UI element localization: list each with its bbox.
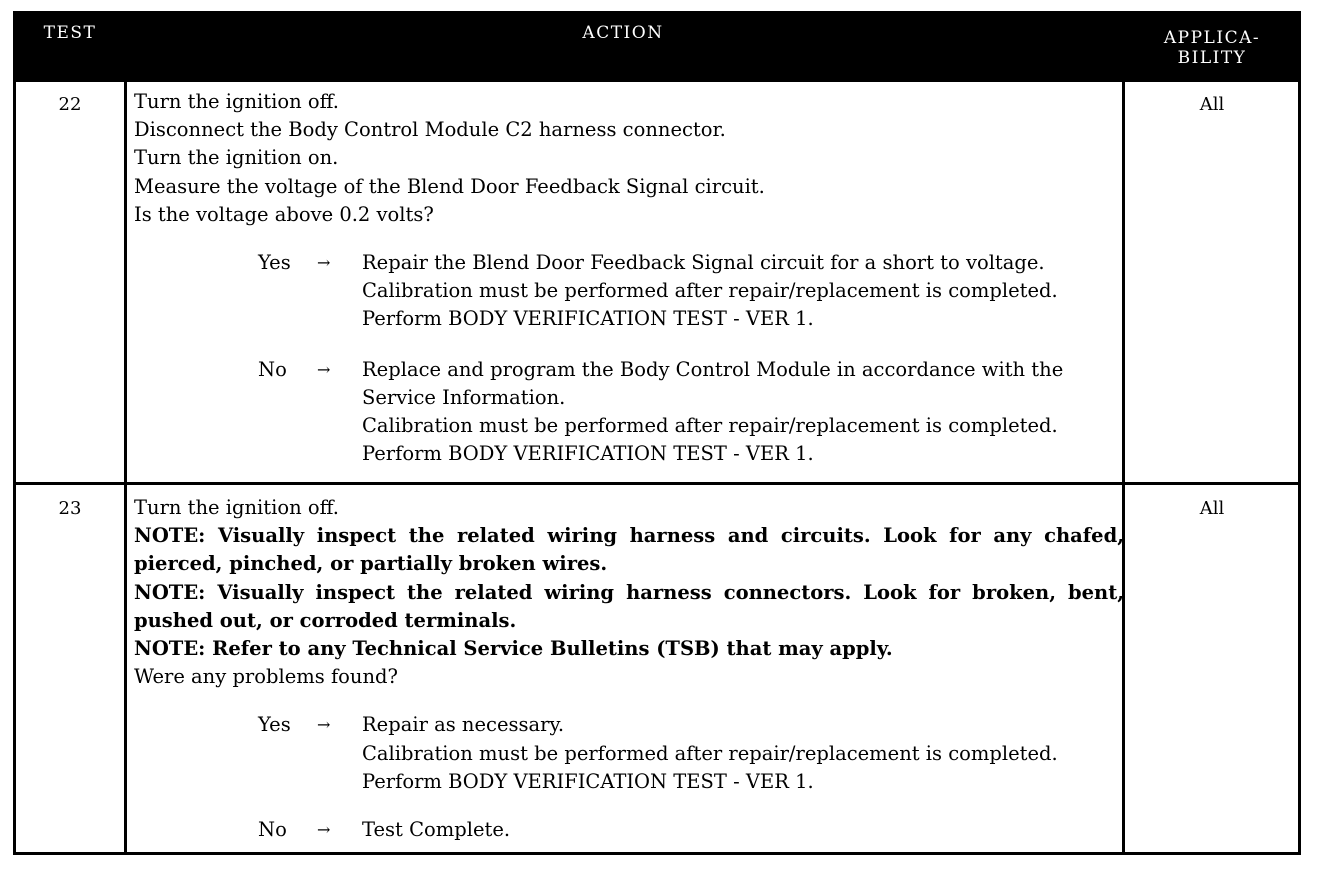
note-text: NOTE: Refer to any Technical Service Bulletins (TSB) that may apply. [134, 637, 893, 661]
result-text: Repair the Blend Door Feedback Signal circuit for a short to voltage. [362, 251, 1045, 275]
step-text: Turn the ignition off. [134, 496, 339, 519]
no-branch [134, 816, 1124, 844]
header-applicability-line2: BILITY [1177, 48, 1247, 68]
result-text: Test Complete. [362, 818, 511, 842]
header-applicability-line1: APPLICA- [1163, 28, 1261, 48]
result-text: Service Information. [362, 385, 566, 409]
step-text: Turn the ignition on. [134, 146, 339, 170]
result-text: Calibration must be performed after repair/replacement is completed. [362, 414, 1058, 438]
table-header [16, 14, 1298, 82]
result-text: Perform BODY VERIFICATION TEST - VER 1. [362, 307, 814, 331]
applicability: All [1199, 94, 1225, 115]
result-text: Repair as necessary. [362, 713, 565, 737]
arrow-right-icon: → [317, 715, 331, 735]
no-label: No [258, 818, 287, 842]
question-text: Were any problems found? [134, 665, 398, 689]
step-text: Turn the ignition off. [134, 90, 339, 113]
result-text: Calibration must be performed after repair/replacement is completed. [362, 741, 1058, 765]
row-divider [16, 482, 1298, 485]
applicability: All [1199, 498, 1225, 519]
result-text: Perform BODY VERIFICATION TEST - VER 1. [362, 769, 814, 793]
result-text: Replace and program the Body Control Module in accordance with the [362, 357, 1064, 381]
step-text: Measure the voltage of the Blend Door Feedback Signal circuit. [134, 174, 765, 198]
action-cell [134, 88, 1124, 468]
arrow-right-icon: → [317, 253, 331, 273]
no-branch [134, 356, 1124, 469]
header-action: ACTION [582, 23, 664, 43]
column-divider [124, 82, 127, 852]
action-cell [134, 494, 1124, 844]
yes-branch [134, 711, 1124, 796]
result-text: Calibration must be performed after repair/replacement is completed. [362, 279, 1058, 303]
arrow-right-icon: → [317, 359, 331, 379]
yes-branch [134, 249, 1124, 334]
test-number: 23 [58, 498, 82, 519]
no-label: No [258, 357, 287, 381]
header-applicability [1126, 14, 1298, 96]
test-number: 22 [58, 94, 82, 115]
yes-label: Yes [258, 713, 291, 737]
note-text: NOTE: Visually inspect the related wiring harness and circuits. Look for any chafed, pierced, pinched, or partially broken wires. [134, 524, 1124, 576]
diagnostic-table [13, 11, 1301, 855]
arrow-right-icon: → [317, 820, 331, 840]
header-test: TEST [43, 23, 97, 43]
result-text: Perform BODY VERIFICATION TEST - VER 1. [362, 442, 814, 466]
note-text: NOTE: Visually inspect the related wiring harness connectors. Look for broken, bent, pushed out, or corroded terminals. [134, 580, 1124, 632]
yes-label: Yes [258, 251, 291, 275]
question-text: Is the voltage above 0.2 volts? [134, 202, 434, 226]
step-text: Disconnect the Body Control Module C2 harness connector. [134, 118, 726, 142]
